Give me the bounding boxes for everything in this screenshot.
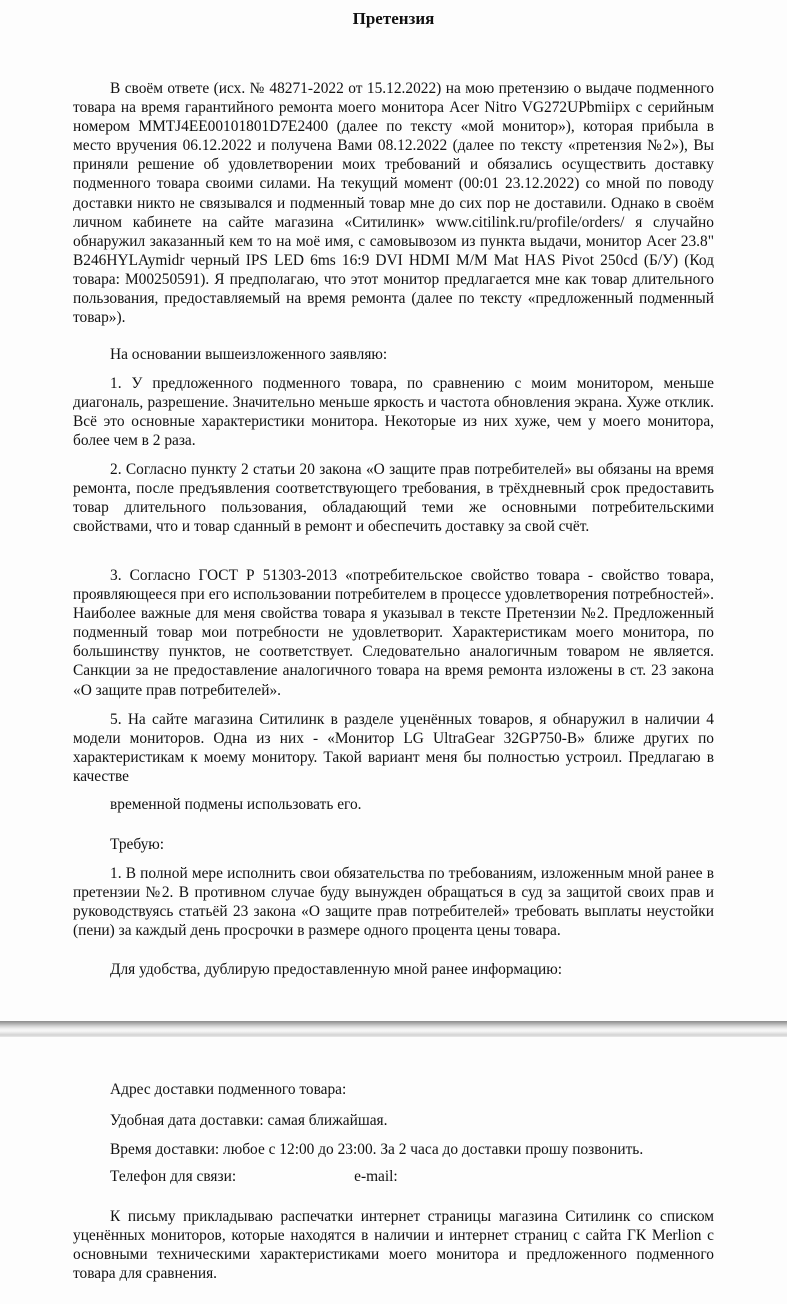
intro-paragraph-block: [73, 79, 714, 327]
attachment-paragraph-block: [73, 1207, 714, 1283]
demand-heading: Требую:: [110, 836, 165, 853]
demand-1-block: [73, 864, 714, 940]
point-2-block: [73, 460, 714, 536]
document-title: Претензия: [352, 9, 435, 28]
point-3-block: [73, 566, 714, 700]
statement-heading: На основании вышеизложенного заявляю:: [110, 346, 388, 363]
convenience-line: Для удобства, дублирую предоставленную мной ранее информацию:: [110, 961, 563, 978]
point-1: 1. У предложенного подменного товара, по сравнению с моим монитором, меньше диагональ, разрешение. Значительно меньше яркость и частота обновления экрана. Хуже отклик. Всё это основные характеристики монитора. Некоторые из них хуже, чем у моего монитора, более чем в 2 раза.: [73, 375, 714, 450]
point-5-block: [73, 710, 714, 786]
document-page-2: [0, 1037, 787, 1304]
attachment-paragraph: К письму прикладываю распечатки интернет страницы магазина Ситилинк со списком уценённых мониторов, которые находятся в наличии и интернет страниц с сайта ГК Merlion с основными техническими характеристиками моего монитора и предложенного подменного товара для сравнения.: [73, 1208, 714, 1283]
point-5-continuation: временной подмены использовать его.: [110, 796, 362, 813]
point-5: 5. На сайте магазина Ситилинк в разделе уценённых товаров, я обнаружил в наличии 4 модели мониторов. Одна из них - «Монитор LG UltraGear 32GP750-B» ближе других по характеристикам к моему монитору. Такой вариант меня бы полностью устроил. Предлагаю в качестве: [73, 711, 714, 786]
delivery-address-label: Адрес доставки подменного товара:: [110, 1081, 347, 1098]
intro-paragraph: В своём ответе (исх. № 48271-2022 от 15.12.2022) на мою претензию о выдаче подменного товара на время гарантийного ремонта моего монитора Acer Nitro VG272UPbmiipx с серийным номером MMTJ4EE00101801D7E2400 (далее по тексту «мой монитор»), которая прибыла в место вручения 06.12.2022 и получена Вами 08.12.2022 (далее по тексту «претензия №2»), Вы приняли решение об удовлетворении моих требований и обязались осуществить доставку подменного товара своими силами. На текущий момент (00:01 23.12.2022) со мной по поводу доставки никто не связывался и подменный товар мне до сих пор не доставили. Однако в своём личном кабинете на сайте магазина «Ситилинк» www.citilink.ru/profile/orders/ я случайно обнаружил заказанный кем то на моё имя, с самовывозом из пункта выдачи, монитор Acer 23.8" B246HYLAymidr черный IPS LED 6ms 16:9 DVI HDMI M/M Mat HAS Pivot 250cd (Б/У) (Код товара: M00250591). Я предполагаю, что этот монитор предлагается мне как товар длительного пользования, предоставляемый на время ремонта (далее по тексту «предложенный подменный товар»).: [73, 80, 714, 327]
page-break-divider: [0, 1021, 787, 1037]
phone-label: Телефон для связи:: [110, 1168, 237, 1185]
delivery-date-line: Удобная дата доставки: самая ближайшая.: [110, 1112, 388, 1129]
point-3: 3. Согласно ГОСТ Р 51303-2013 «потребительское свойство товара - свойство товара, проявляющееся при его использовании потребителем в процессе удовлетворения потребностей». Наиболее важные для меня свойства товара я указывал в тексте Претензии №2. Предложенный подменный товар мои потребности не удовлетворит. Характеристикам моего монитора, по большинству пунктов, не соответствует. Следовательно аналогичным товаром не является. Санкции за не предоставление аналогичного товара на время ремонта изложены в ст. 23 закона «О защите прав потребителей».: [73, 567, 714, 699]
email-label: e-mail:: [354, 1168, 398, 1185]
point-1-block: [73, 374, 714, 450]
demand-1: 1. В полной мере исполнить свои обязательства по требованиям, изложенным мной ранее в претензии №2. В противном случае буду вынужден обращаться в суд за защитой своих прав и руководствуясь статьёй 23 закона «О защите прав потребителей» требовать выплаты неустойки (пени) за каждый день просрочки в размере одного процента цены товара.: [73, 865, 714, 940]
point-2: 2. Согласно пункту 2 статьи 20 закона «О защите прав потребителей» вы обязаны на время ремонта, после предъявления соответствующего требования, в трёхдневный срок предоставить товар длительного пользования, обладающий теми же основными потребительскими свойствами, что и товар сданный в ремонт и обеспечить доставку за свой счёт.: [73, 461, 714, 536]
contact-line: [110, 1167, 398, 1186]
delivery-time-line: Время доставки: любое с 12:00 до 23:00. За 2 часа до доставки прошу позвонить.: [110, 1141, 644, 1158]
